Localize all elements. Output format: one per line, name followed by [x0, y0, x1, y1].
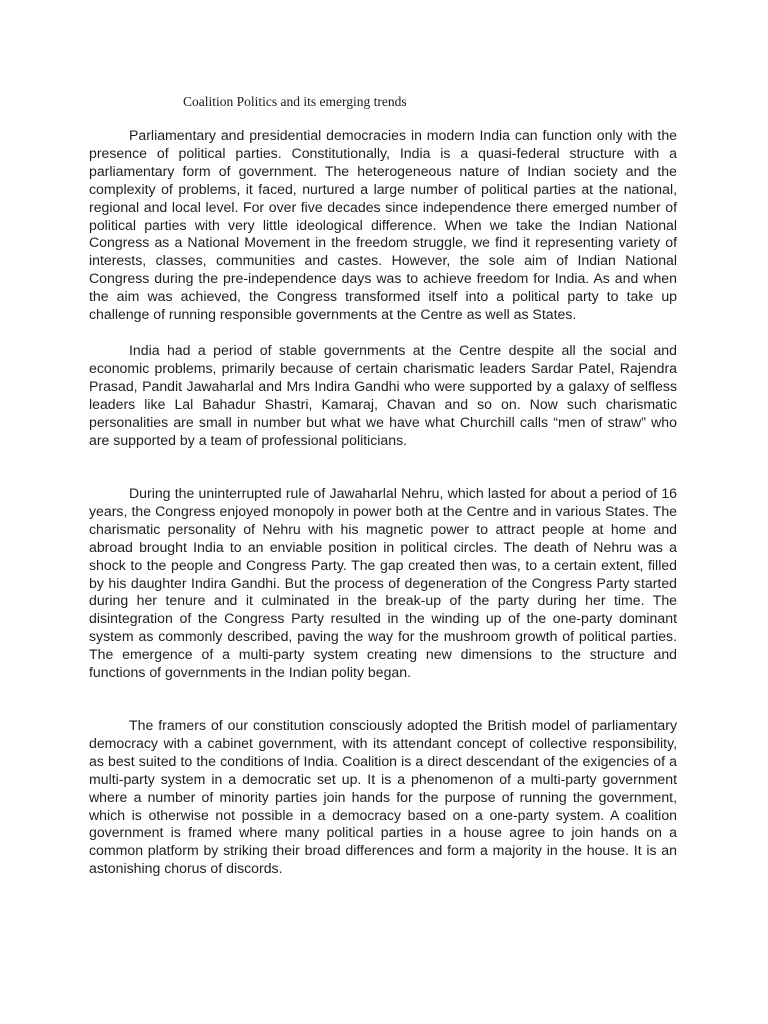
- paragraph-4: The framers of our constitution consciously adopted the British model of parliamentary democracy with a cabinet government, with its attendant concept of collective responsibility, as best suited to the conditions of India. Coalition is a direct descendant of the exigencies of a multi-party system in a democratic set up. It is a phenomenon of a multi-party government where a number of minority parties join hands for the purpose of running the government, which is otherwise not possible in a democracy based on a one-party system. A coalition government is framed where many political parties in a house agree to join hands on a common platform by striking their broad differences and form a majority in the house. It is an astonishing chorus of discords.: [89, 717, 677, 877]
- paragraph-2: India had a period of stable governments at the Centre despite all the social and economic problems, primarily because of certain charismatic leaders Sardar Patel, Rajendra Prasad, Pandit Jawaharlal and Mrs Indira Gandhi who were supported by a galaxy of selfless leaders like Lal Bahadur Shastri, Kamaraj, Chavan and so on. Now such charismatic personalities are small in number but what we have what Churchill calls “men of straw” who are supported by a team of professional politicians.: [89, 342, 677, 448]
- paragraph-3: During the uninterrupted rule of Jawaharlal Nehru, which lasted for about a period of 16 years, the Congress enjoyed monopoly in power both at the Centre and in various States. The charismatic personality of Nehru with his magnetic power to attract people at home and abroad brought India to an enviable position in political circles. The death of Nehru was a shock to the people and Congress Party. The gap created then was, to a certain extent, filled by his daughter Indira Gandhi. But the process of degeneration of the Congress Party started during her tenure and it culminated in the break-up of the party during her time. The disintegration of the Congress Party resulted in the winding up of the one-party dominant system as commonly described, paving the way for the mushroom growth of political parties. The emergence of a multi-party system creating new dimensions to the structure and functions of governments in the Indian polity began.: [89, 485, 677, 681]
- document-title: Coalition Politics and its emerging trends: [183, 94, 407, 109]
- paragraph-1: Parliamentary and presidential democracies in modern India can function only with the presence of political parties. Constitutionally, India is a quasi-federal structure with a parliamentary form of government. The heterogeneous nature of Indian society and the complexity of problems, it faced, nurtured a large number of political parties at the national, regional and local level. For over five decades since independence there emerged number of political parties with very little ideological difference. When we take the Indian National Congress as a National Movement in the freedom struggle, we find it representing variety of interests, classes, communities and castes. However, the sole aim of Indian National Congress during the pre-independence days was to achieve freedom for India. As and when the aim was achieved, the Congress transformed itself into a political party to take up challenge of running responsible governments at the Centre as well as States.: [89, 127, 677, 323]
